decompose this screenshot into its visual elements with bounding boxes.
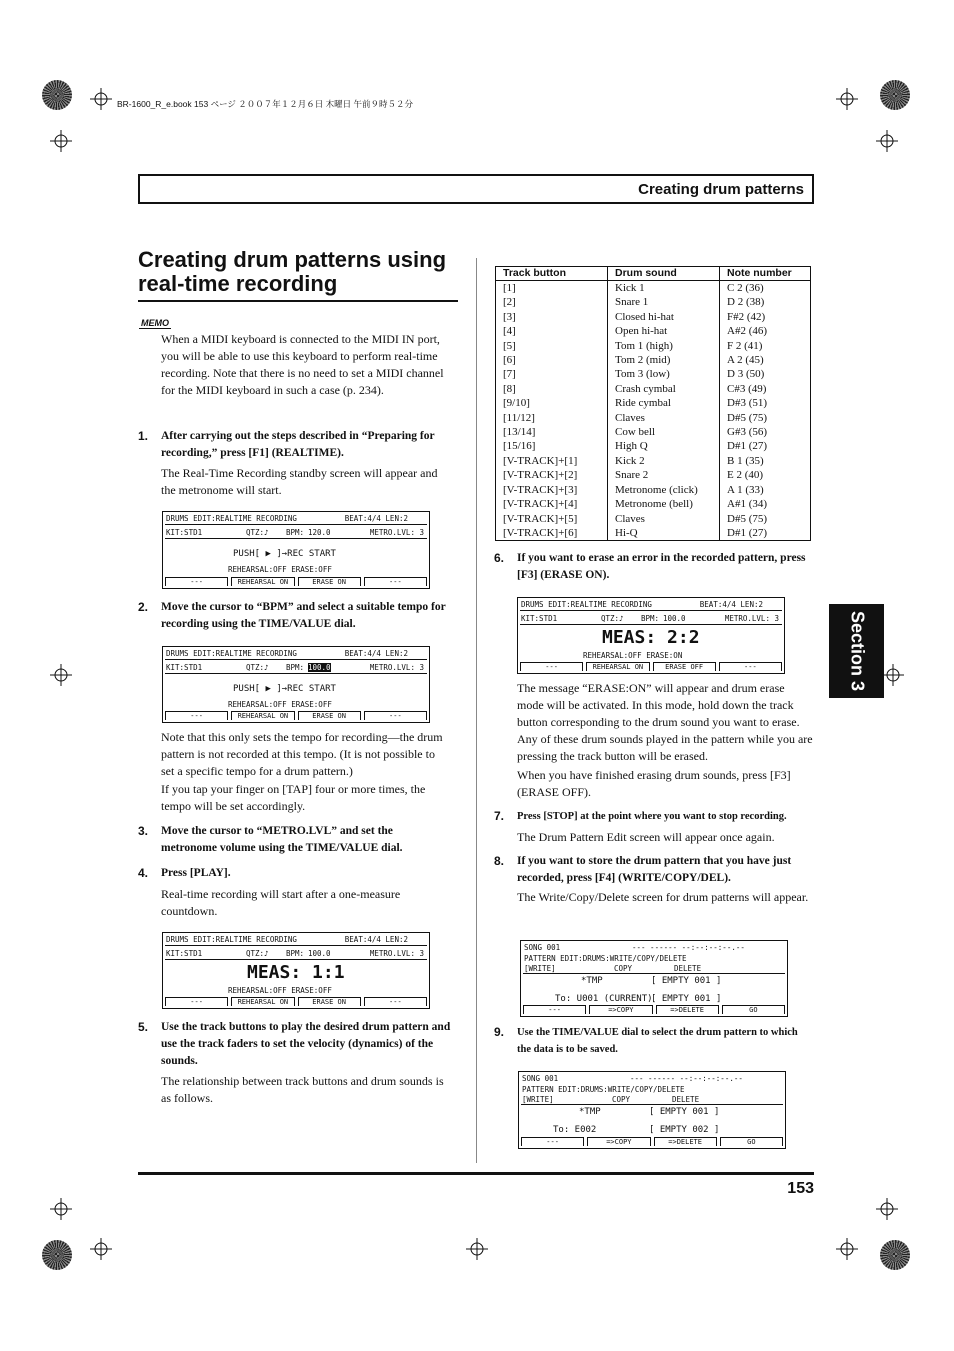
table-cell: Tom 2 (mid) [608,353,720,367]
table-cell: [15/16] [496,439,608,453]
table-cell: [V-TRACK]+[4] [496,497,608,511]
step-title: After carrying out the steps described in “Preparing for recording,” press [F1] (REALTIME). [161,430,435,459]
lcd-title: DRUMS EDIT:REALTIME RECORDING [166,649,297,658]
lcd-tab-delete: DELETE [674,964,702,973]
step-number: 7. [494,809,505,823]
table-row [496,454,811,468]
lcd-f2: =>COPY [589,1005,652,1014]
lcd-destination: To: U001 (CURRENT) [555,994,653,1004]
lcd-f4: GO [720,1137,783,1146]
step-number: 9. [494,1025,505,1039]
lcd-status: REHEARSAL:OFF ERASE:OFF [228,986,332,995]
lcd-f1: --- [520,662,583,671]
lcd-destination-name: [ EMPTY 001 ] [651,994,722,1004]
section-tab [829,604,884,698]
lcd-bpm-label: BPM: [641,614,660,623]
table-row [496,353,811,367]
lcd-f2: REHEARSAL ON [231,997,294,1006]
lcd-measure: MEAS: 1:1 [247,962,345,983]
lcd-tab-copy: COPY [614,964,633,973]
step-title: If you want to store the drum pattern that you have just recorded, press [F4] (WRITE/COPY/DEL). [517,855,792,884]
table-cell: B 1 (35) [720,454,811,468]
table-cell: D 3 (50) [720,367,811,381]
table-cell: [7] [496,367,608,381]
page-number: 153 [787,1180,814,1197]
step-body: The Real-Time Recording standby screen will appear and the metronome will start. [161,466,438,497]
table-cell: A#1 (34) [720,497,811,511]
lcd-song: SONG 001 [524,943,561,952]
lcd-beat: BEAT:4/4 LEN:2 [699,600,763,609]
lcd-kit: KIT:STD1 [166,949,203,958]
print-info-line: BR-1600_R_e.book 153 ページ ２００７年１２月６日 木曜日 午前９時５２分 [117,99,413,109]
table-cell: [V-TRACK]+[5] [496,512,608,526]
table-cell: [11/12] [496,411,608,425]
step-title: Press [PLAY]. [161,867,231,879]
section-tab-label: Section 3 [847,610,867,692]
table-cell: Closed hi-hat [608,310,720,324]
step-body: The relationship between track buttons and drum sounds is as follows. [161,1074,444,1105]
table-cell: [5] [496,339,608,353]
track-button-table [495,266,811,541]
lcd-f4: --- [364,711,427,720]
lcd-write-copy-delete [520,940,788,1017]
lcd-source: [ EMPTY 001 ] [649,1107,720,1117]
table-row [496,512,811,526]
lcd-tab-copy: COPY [612,1095,631,1104]
crosshair-icon [876,1198,898,1220]
table-cell: [2] [496,295,608,309]
lcd-title: DRUMS EDIT:REALTIME RECORDING [166,935,297,944]
step-title: If you want to erase an error in the recorded pattern, press [F3] (ERASE ON). [517,552,806,581]
lcd-qtz: QTZ:♪ [246,663,269,672]
crosshair-icon [882,664,904,686]
lcd-f3: =>DELETE [656,1005,719,1014]
table-cell: [3] [496,310,608,324]
lcd-bpm-label: BPM: [286,949,305,958]
table-row [496,382,811,396]
table-header: Track button [496,267,608,281]
registration-burst-tr [880,80,910,110]
memo-text: When a MIDI keyboard is connected to the MIDI IN port, you will be able to use this keyboard to perform real-time recording. Note that there is no need to set a MIDI channel for the MIDI keyboard in such a case (p. 234). [161,332,444,397]
lcd-status: REHEARSAL:OFF ERASE:OFF [228,565,332,574]
lcd-kit: KIT:STD1 [521,614,558,623]
table-cell: D#5 (75) [720,411,811,425]
table-row [496,310,811,324]
table-cell: Cow bell [608,425,720,439]
lcd-kit: KIT:STD1 [166,663,203,672]
table-cell: [9/10] [496,396,608,410]
lcd-destination-name: [ EMPTY 002 ] [649,1125,720,1135]
lcd-f3: ERASE ON [298,577,361,586]
registration-burst-br [880,1240,910,1270]
lcd-f2: REHEARSAL ON [586,662,649,671]
table-cell: D#5 (75) [720,512,811,526]
table-cell: [4] [496,324,608,338]
table-row [496,411,811,425]
lcd-title: DRUMS EDIT:REALTIME RECORDING [521,600,652,609]
lcd-metro: METRO.LVL: 3 [369,663,424,672]
table-header-row [496,267,811,281]
table-cell: D 2 (38) [720,295,811,309]
table-cell: [V-TRACK]+[3] [496,483,608,497]
lcd-measure: MEAS: 2:2 [602,627,700,648]
table-cell: [V-TRACK]+[1] [496,454,608,468]
table-cell: [13/14] [496,425,608,439]
step-number: 1. [138,429,149,443]
lcd-destination: To: E002 [553,1125,597,1135]
lcd-status: REHEARSAL:OFF ERASE:OFF [228,700,332,709]
step-body: If you tap your finger on [TAP] four or more times, the tempo will be set accordingly. [161,782,426,813]
lcd-f3: ERASE OFF [653,662,716,671]
step-body: When you have finished erasing drum sounds, press [F3] (ERASE OFF). [517,768,791,799]
lcd-metro: METRO.LVL: 3 [369,528,424,537]
lcd-bpm-value: 100.0 [308,949,331,958]
table-cell: F 2 (41) [720,339,811,353]
table-row [496,367,811,381]
crosshair-icon [90,1238,112,1260]
lcd-tmp: *TMP [581,976,603,986]
step-number: 2. [138,600,149,614]
lcd-f3: ERASE ON [298,997,361,1006]
table-row [496,339,811,353]
lcd-beat: BEAT:4/4 LEN:2 [344,935,408,944]
table-cell: Claves [608,512,720,526]
table-cell: Ride cymbal [608,396,720,410]
step-title: Use the track buttons to play the desired drum pattern and use the track faders to set the velocity (dynamics) of the sounds. [161,1021,451,1067]
lcd-status: REHEARSAL:OFF ERASE:ON [583,651,683,660]
table-cell: C 2 (36) [720,281,811,296]
table-row [496,396,811,410]
lcd-song: SONG 001 [522,1074,559,1083]
table-cell: D#1 (27) [720,526,811,541]
registration-burst-bl [42,1240,72,1270]
lcd-tmp: *TMP [579,1107,601,1117]
lcd-f2: REHEARSAL ON [231,711,294,720]
step-title: Move the cursor to “BPM” and select a suitable tempo for recording using the TIME/VALUE dial. [161,601,446,630]
step-title: Press [STOP] at the point where you want to stop recording. [517,811,787,822]
lcd-write-select [518,1071,786,1149]
page-title: Creating drum patterns using real-time recording [138,247,447,296]
step-number: 3. [138,824,149,838]
lcd-tab-delete: DELETE [672,1095,700,1104]
table-cell: Open hi-hat [608,324,720,338]
lcd-f4: --- [364,577,427,586]
lcd-tab-write: [WRITE] [524,964,556,973]
lcd-f1: --- [165,577,228,586]
table-header: Drum sound [608,267,720,281]
table-cell: D#1 (27) [720,439,811,453]
crosshair-icon [836,88,858,110]
step-number: 8. [494,854,505,868]
table-cell: Snare 2 [608,468,720,482]
lcd-title: PATTERN EDIT:DRUMS:WRITE/COPY/DELETE [524,954,687,963]
table-cell: Claves [608,411,720,425]
table-cell: Kick 1 [608,281,720,296]
lcd-f4: --- [364,997,427,1006]
lcd-bpm-value: 120.0 [308,528,331,537]
step-body: The Drum Pattern Edit screen will appear once again. [517,830,775,844]
table-cell: Crash cymbal [608,382,720,396]
lcd-qtz: QTZ:♪ [246,949,269,958]
lcd-source: [ EMPTY 001 ] [651,976,722,986]
lcd-realtime-standby [162,511,430,589]
lcd-qtz: QTZ:♪ [601,614,624,623]
lcd-beat: BEAT:4/4 LEN:2 [344,649,408,658]
lcd-realtime-bpm [162,646,430,723]
table-cell: Tom 3 (low) [608,367,720,381]
lcd-beat: BEAT:4/4 LEN:2 [344,514,408,523]
running-header-title: Creating drum patterns [638,181,804,198]
step-title: Move the cursor to “METRO.LVL” and set the metronome volume using the TIME/VALUE dial. [161,825,403,854]
lcd-f2: =>COPY [587,1137,650,1146]
step-body: The Write/Copy/Delete screen for drum patterns will appear. [517,890,809,904]
lcd-f2: REHEARSAL ON [231,577,294,586]
table-row [496,425,811,439]
table-cell: [1] [496,281,608,296]
lcd-push-message: PUSH[ ▶ ]→REC START [233,684,336,694]
crosshair-icon [836,1238,858,1260]
table-cell: D#3 (51) [720,396,811,410]
lcd-f1: --- [521,1137,584,1146]
lcd-time: --- ------ --:--:--:--.-- [632,943,745,952]
crosshair-icon [50,130,72,152]
lcd-bpm-value: 100.0 [663,614,686,623]
lcd-tab-write: [WRITE] [522,1095,554,1104]
table-cell: C#3 (49) [720,382,811,396]
table-cell: [8] [496,382,608,396]
table-cell: [V-TRACK]+[6] [496,526,608,541]
column-divider [476,258,477,1163]
lcd-f1: --- [165,997,228,1006]
memo-icon: MEMO [141,318,169,328]
table-cell: Metronome (bell) [608,497,720,511]
lcd-f4: GO [722,1005,785,1014]
table-row [496,281,811,296]
table-cell: G#3 (56) [720,425,811,439]
table-cell: Metronome (click) [608,483,720,497]
table-cell: A 2 (45) [720,353,811,367]
step-number: 5. [138,1020,149,1034]
table-row [496,526,811,541]
lcd-bpm-label: BPM: [286,663,305,672]
running-header [138,174,814,204]
table-cell: A#2 (46) [720,324,811,338]
lcd-f3: =>DELETE [654,1137,717,1146]
step-title: Use the TIME/VALUE dial to select the drum pattern to which the data is to be saved. [517,1027,798,1055]
lcd-realtime-recording [162,932,430,1009]
crosshair-icon [90,88,112,110]
crosshair-icon [50,1198,72,1220]
lcd-f4: --- [719,662,782,671]
lcd-f3: ERASE ON [298,711,361,720]
table-cell: E 2 (40) [720,468,811,482]
table-header: Note number [720,267,811,281]
table-row [496,439,811,453]
table-cell: Kick 2 [608,454,720,468]
lcd-bpm-label: BPM: [286,528,305,537]
step-body: Note that this only sets the tempo for recording—the drum pattern is not recorded at this tempo. (It is not possible to set a specific tempo for a drum pattern.) [161,730,443,778]
lcd-push-message: PUSH[ ▶ ]→REC START [233,549,336,559]
lcd-title: PATTERN EDIT:DRUMS:WRITE/COPY/DELETE [522,1085,685,1094]
table-cell: A 1 (33) [720,483,811,497]
title-rule [138,300,458,302]
table-cell: Hi-Q [608,526,720,541]
crosshair-icon [50,664,72,686]
table-cell: [V-TRACK]+[2] [496,468,608,482]
table-row [496,468,811,482]
crosshair-icon [876,130,898,152]
lcd-title: DRUMS EDIT:REALTIME RECORDING [166,514,297,523]
lcd-kit: KIT:STD1 [166,528,203,537]
registration-burst-tl [42,80,72,110]
table-row [496,483,811,497]
table-row [496,324,811,338]
lcd-metro: METRO.LVL: 3 [369,949,424,958]
lcd-erase-mode [517,597,785,674]
table-row [496,295,811,309]
table-cell: [6] [496,353,608,367]
footer-rule [138,1172,814,1175]
crosshair-icon [466,1238,488,1260]
table-cell: Tom 1 (high) [608,339,720,353]
lcd-qtz: QTZ:♪ [246,528,269,537]
table-cell: High Q [608,439,720,453]
step-number: 6. [494,551,505,565]
lcd-metro: METRO.LVL: 3 [724,614,779,623]
step-body: The message “ERASE:ON” will appear and drum erase mode will be activated. In this mode, hold down the track button corresponding to the drum sound you want to erase. Any of these drum sounds played in the pattern while you are pressing the track button will be erased. [517,681,813,763]
lcd-bpm-value: 100.0 [308,663,331,672]
lcd-f1: --- [165,711,228,720]
lcd-time: --- ------ --:--:--:--.-- [630,1074,743,1083]
step-number: 4. [138,866,149,880]
lcd-f1: --- [523,1005,586,1014]
step-body: Real-time recording will start after a one-measure countdown. [161,887,401,918]
table-row [496,497,811,511]
table-cell: F#2 (42) [720,310,811,324]
table-cell: Snare 1 [608,295,720,309]
